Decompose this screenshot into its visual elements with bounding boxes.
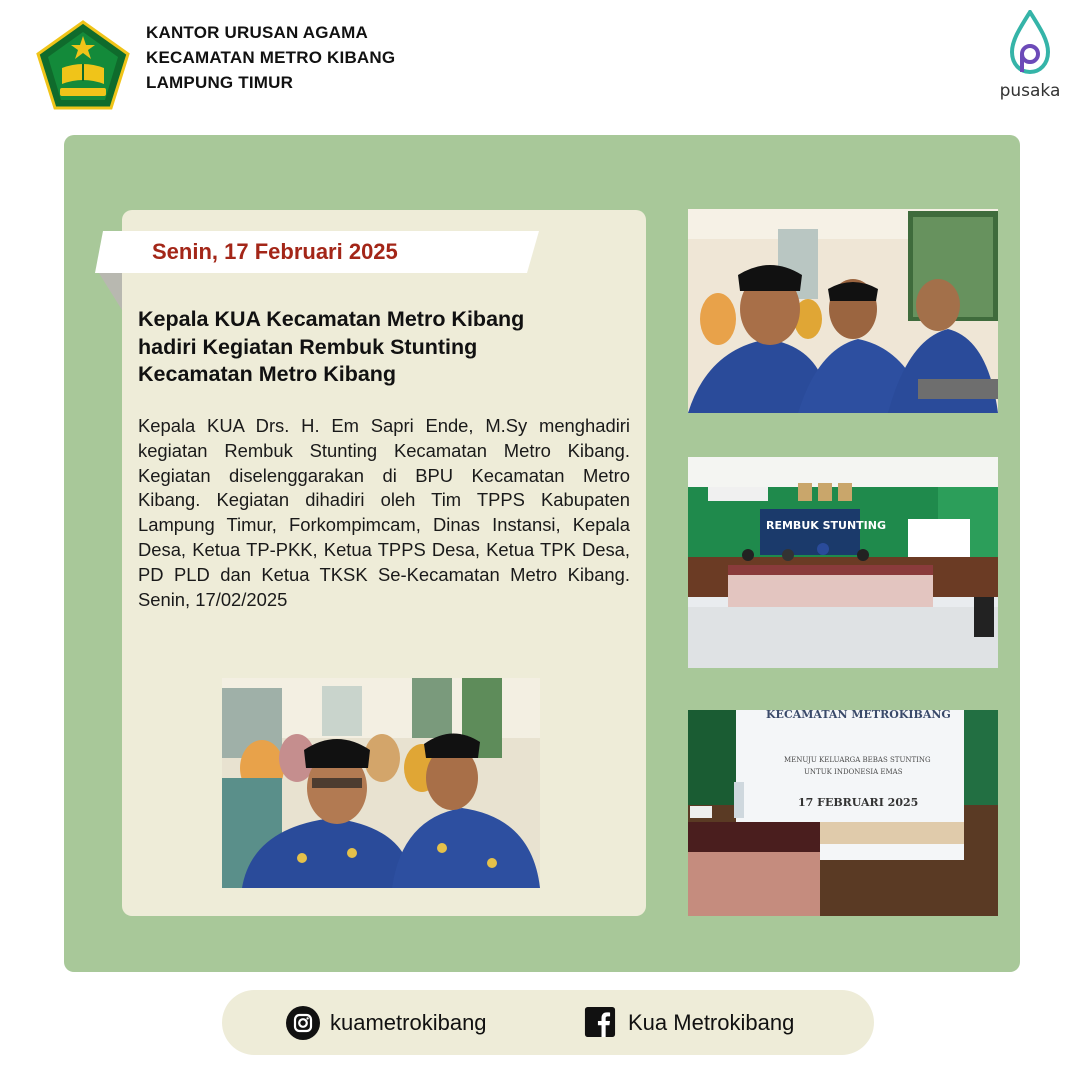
instagram-link[interactable] <box>286 1006 487 1040</box>
facebook-link[interactable] <box>584 1006 794 1040</box>
photo-selfie-two-men <box>222 678 540 888</box>
org-line-3: LAMPUNG TIMUR <box>146 73 294 92</box>
pusaka-logo <box>990 10 1070 110</box>
kemenag-logo <box>36 20 130 110</box>
banner-text: REMBUK STUNTING <box>766 519 886 532</box>
pusaka-drop-icon <box>1010 10 1050 76</box>
screen-date: 17 FEBRUARI 2025 <box>798 796 919 809</box>
screen-line-3: UNTUK INDONESIA EMAS <box>804 768 903 776</box>
title-line-1: Kepala KUA Kecamatan Metro Kibang <box>138 307 525 331</box>
organization-name <box>146 20 395 95</box>
org-line-2: KECAMATAN METRO KIBANG <box>146 48 396 67</box>
org-line-1: KANTOR URUSAN AGAMA <box>146 23 368 42</box>
facebook-icon <box>584 1006 618 1040</box>
pusaka-wordmark: pusaka <box>999 81 1061 101</box>
facebook-page-name: Kua Metrokibang <box>628 1010 795 1035</box>
photo-projector-screen <box>688 710 998 916</box>
screen-line-2: MENUJU KELUARGA BEBAS STUNTING <box>784 756 931 764</box>
ribbon-fold <box>97 270 122 310</box>
article-date: Senin, 17 Februari 2025 <box>152 239 398 264</box>
title-line-2: hadiri Kegiatan Rembuk Stunting <box>138 334 478 359</box>
title-line-3: Kecamatan Metro Kibang <box>138 362 397 386</box>
article-body: Kepala KUA Drs. H. Em Sapri Ende, M.Sy menghadiri kegiatan Rembuk Stunting Kecamatan Metro Kibang. Kegiatan diselenggarakan di BPU Kecamatan Metro Kibang. Kegiatan dihadiri oleh Tim TPPS Kabupaten Lampung Timur, Forkompimcam, Dinas Instansi, Kepala Desa, Ketua TP-PKK, Ketua TPPS Desa, Ketua TPK Desa, PD PLD dan Ketua TKSK Se-Kecamatan Metro Kibang. Senin, 17/02/2025 <box>138 415 630 610</box>
screen-title: KECAMATAN METROKIBANG <box>766 710 951 721</box>
article-title <box>138 306 638 389</box>
instagram-handle: kuametrokibang <box>330 1010 487 1035</box>
photo-rembuk-stunting-stage <box>688 457 998 668</box>
instagram-icon <box>286 1006 320 1040</box>
photo-officials-seated <box>688 209 998 413</box>
